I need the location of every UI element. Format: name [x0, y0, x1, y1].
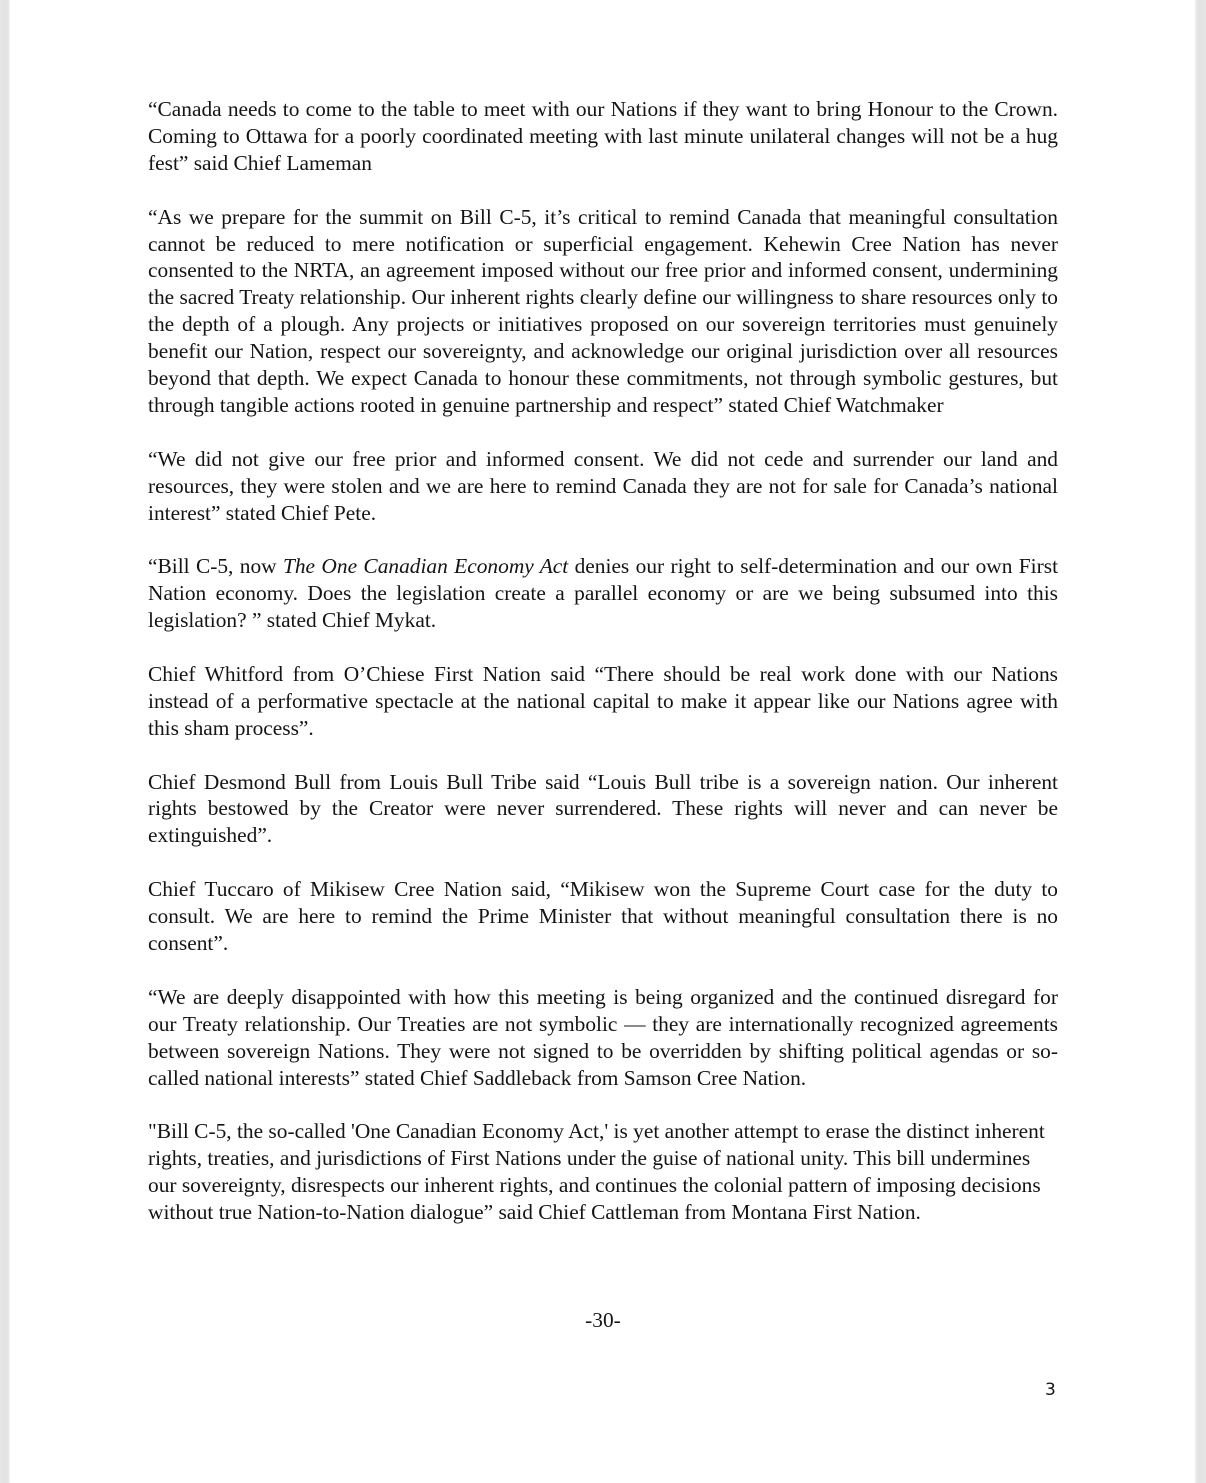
quote-paragraph-tuccaro: Chief Tuccaro of Mikisew Cree Nation said, “Mikisew won the Supreme Court case for the duty to consult. We are here to remind the Prime Minister that without meaningful consultation there is no consent”.: [148, 877, 1058, 955]
page-left-edge: [0, 0, 10, 1483]
page-number: 3: [1045, 1380, 1056, 1400]
quote-paragraph-lameman: “Canada needs to come to the table to meet with our Nations if they want to bring Honour to the Crown. Coming to Ottawa for a poorly coordinated meeting with last minute unilateral changes will not be a hug fest” said Chief Lameman: [148, 97, 1058, 175]
quote-paragraph-mykat: [148, 553, 1058, 634]
quote-paragraph-pete: “We did not give our free prior and informed consent. We did not cede and surrender our land and resources, they were stolen and we are here to remind Canada they are not for sale for Canada’s national interest” stated Chief Pete.: [148, 446, 1058, 525]
act-title-italic: The One Canadian Economy Act: [282, 554, 569, 579]
document-body: [148, 96, 1058, 1253]
quote-paragraph-cattleman: "Bill C-5, the so-called 'One Canadian Economy Act,' is yet another attempt to erase the distinct inherent rights, treaties, and jurisdictions of First Nations under the guise of national unity. This bill undermines our sovereignty, disrespects our inherent rights, and continues the colonial pattern of imposing decisions without true Nation-to-Nation dialogue” said Chief Cattleman from Montana First Nation.: [148, 1119, 1045, 1225]
quote-paragraph-whitford: Chief Whitford from O’Chiese First Nation said “There should be real work done with our Nations instead of a performative spectacle at the national capital to make it appear like our Nations agree with this sham process”.: [148, 661, 1058, 740]
quote-paragraph-bull: Chief Desmond Bull from Louis Bull Tribe said “Louis Bull tribe is a sovereign nation. Our inherent rights bestowed by the Creator were never surrendered. These rights will never and can never be extinguished”.: [148, 769, 1058, 848]
quote-paragraph-saddleback: “We are deeply disappointed with how this meeting is being organized and the continued disregard for our Treaty relationship. Our Treaties are not symbolic — they are internationally recognized agreements between sovereign Nations. They were not signed to be overridden by shifting political agendas or so-called national interests” stated Chief Saddleback from Samson Cree Nation.: [148, 984, 1058, 1090]
quote-text-end: denies our right to self-determination and our own First Nation economy. Does the legislation create a parallel economy or are we being subsumed into this legislation? ” stated Chief Mykat.: [148, 554, 1059, 633]
quote-paragraph-watchmaker: “As we prepare for the summit on Bill C-5, it’s critical to remind Canada that meaningful consultation cannot be reduced to mere notification or superficial engagement. Kehewin Cree Nation has never consented to the NRTA, an agreement imposed without our free prior and informed consent, undermining the sacred Treaty relationship. Our inherent rights clearly define our willingness to share resources only to the depth of a plough. Any projects or initiatives proposed on our sovereign territories must genuinely benefit our Nation, respect our sovereignty, and acknowledge our original jurisdiction over all resources beyond that depth. We expect Canada to honour these commitments, not through symbolic gestures, but through tangible actions rooted in genuine partnership and respect” stated Chief Watchmaker: [148, 204, 1058, 417]
end-of-release-mark: [0, 1308, 1206, 1333]
end-mark-text: -30-: [585, 1308, 621, 1332]
quote-text-start: “Bill C-5, now: [148, 554, 283, 579]
page-right-edge: [1195, 0, 1206, 1483]
